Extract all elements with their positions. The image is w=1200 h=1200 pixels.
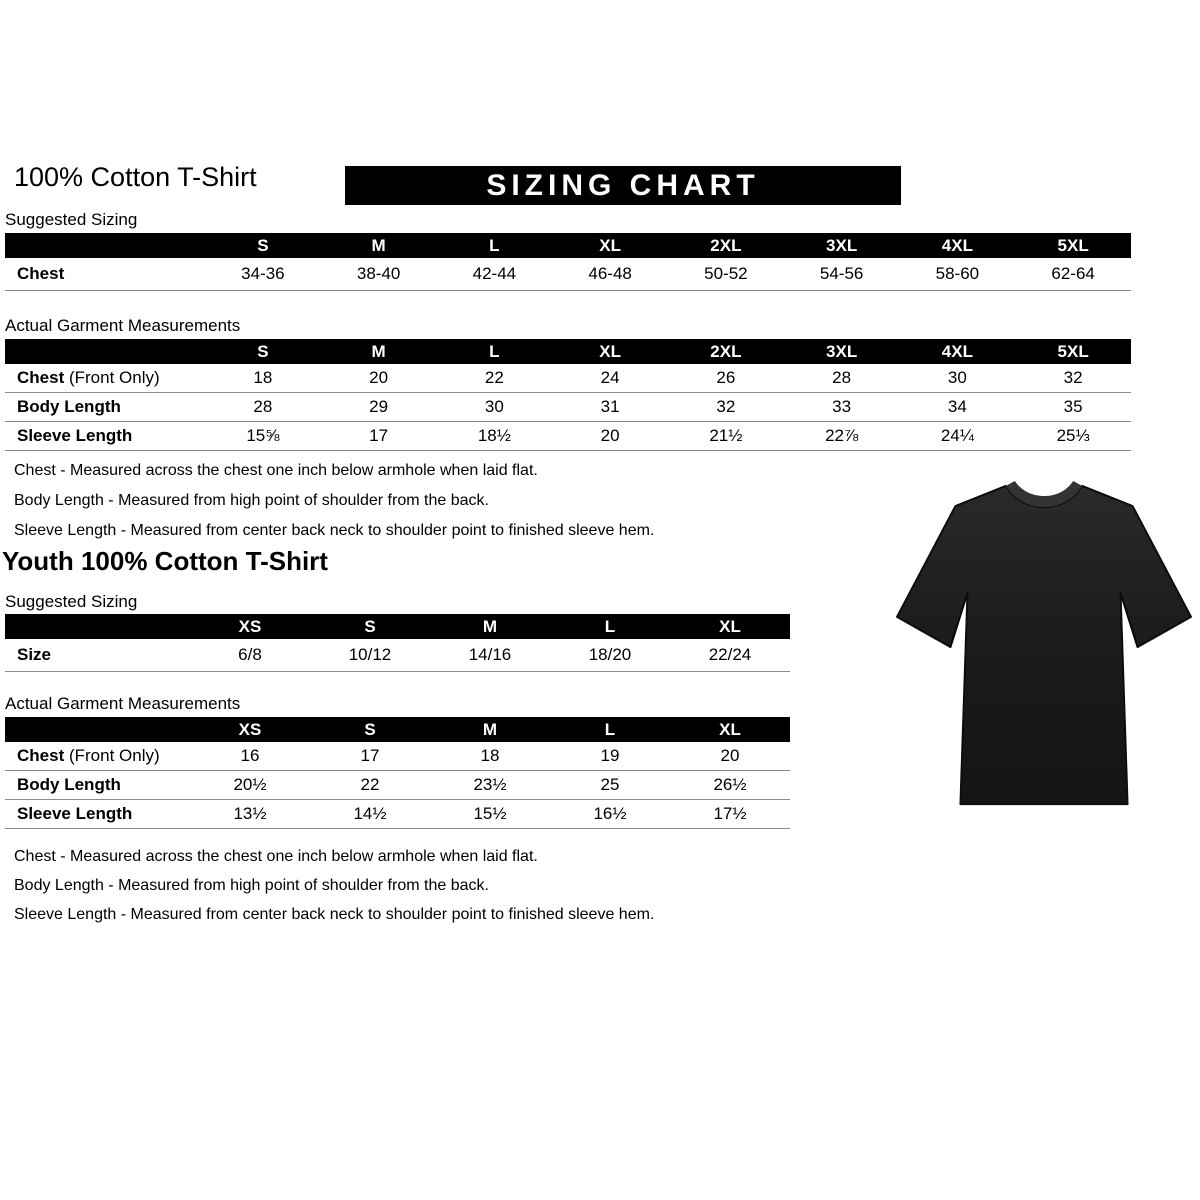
note-chest: Chest - Measured across the chest one inch below armhole when laid flat. [14,462,538,479]
measurement-cell: 26 [716,368,736,387]
measurement-cell: 62-64 [1051,264,1095,283]
measurement-cell: 28 [253,397,273,416]
measurement-cell: 35 [1063,397,1083,416]
measurement-cell: 18 [480,746,500,765]
size-col-header: 4XL [941,341,973,361]
measurement-cell: 31 [600,397,620,416]
size-col-header: S [257,341,269,361]
size-col-header: M [371,235,386,255]
measurement-cell: 32 [1063,368,1083,387]
measurement-cell: 25⅓ [1056,426,1090,445]
size-col-header: 4XL [941,235,973,255]
table-row-chest [5,258,1131,291]
measurement-cell: 15½ [473,804,507,823]
row-label [5,264,205,284]
measurement-cell: 21½ [709,426,743,445]
measurement-cell: 33 [832,397,852,416]
measurement-cell: 22⅞ [825,426,859,445]
measurement-cell: 18/20 [588,645,632,664]
row-label-text: Body Length [17,775,121,794]
size-col-header: M [482,719,498,739]
size-col-header: 3XL [826,341,858,361]
measurement-cell: 58-60 [935,264,980,283]
measurement-cell: 50-52 [704,264,748,283]
table-row-sleeve-length [5,422,1131,451]
row-label-text: Body Length [17,397,121,416]
size-col-header: XS [238,719,262,739]
size-col-header: XL [719,719,741,739]
adult-actual-table [5,339,1131,451]
measurement-cell: 34-36 [241,264,285,283]
row-label [5,804,190,824]
measurement-cell: 32 [716,397,736,416]
measurement-cell: 15⅝ [246,426,280,445]
table-row-body-length [5,393,1131,422]
page-title: 100% Cotton T-Shirt [14,162,257,192]
measurement-cell: 18½ [477,426,511,445]
row-label-text: Sleeve Length [17,804,133,823]
table-row-body-length [5,771,790,800]
size-col-header: L [489,235,500,255]
adult-suggested-header-row [5,233,1131,258]
row-label-text: Chest [17,368,65,387]
measurement-cell: 26½ [713,775,747,794]
measurement-cell: 20½ [233,775,267,794]
adult-suggested-sizing-label: Suggested Sizing [5,210,138,229]
row-label [5,426,205,446]
size-col-header: L [604,719,616,739]
measurement-cell: 28 [832,368,852,387]
size-col-header: 3XL [826,235,858,255]
youth-actual-measurements-label: Actual Garment Measurements [5,694,241,713]
table-row-size [5,639,790,672]
row-label [5,775,190,795]
measurement-cell: 19 [600,746,620,765]
adult-actual-measurements-label: Actual Garment Measurements [5,316,241,335]
measurement-cell: 17½ [713,804,747,823]
measurement-cell: 46-48 [588,264,632,283]
measurement-cell: 54-56 [819,264,864,283]
size-col-header: S [257,235,269,255]
measurement-cell: 13½ [233,804,267,823]
black-tshirt-image [893,466,1195,816]
row-label [5,645,190,665]
measurement-cell: 20 [600,426,620,445]
note-body-length: Body Length - Measured from high point of shoulder from the back. [14,877,489,894]
youth-actual-table [5,717,790,829]
row-label [5,368,205,388]
row-label-text: Chest [17,264,65,283]
measurement-cell: 42-44 [472,264,517,283]
measurement-cell: 25 [600,775,620,794]
measurement-cell: 34 [947,397,967,416]
measurement-cell: 22 [360,775,380,794]
measurement-cell: 30 [947,368,967,387]
adult-measurement-notes [14,456,654,546]
measurement-cell: 22 [484,368,504,387]
note-sleeve-length: Sleeve Length - Measured from center back neck to shoulder point to finished sleeve hem. [14,906,655,923]
tshirt-icon [893,466,1195,816]
size-col-header: 2XL [710,341,742,361]
measurement-cell: 17 [360,746,380,765]
youth-measurement-notes [14,842,654,929]
youth-suggested-header-row [5,614,790,639]
size-col-header: 2XL [710,235,742,255]
youth-section-title: Youth 100% Cotton T-Shirt [2,546,328,576]
measurement-cell: 29 [369,397,389,416]
measurement-cell: 18 [253,368,273,387]
note-body-length: Body Length - Measured from high point of shoulder from the back. [14,492,489,509]
size-col-header: L [489,341,500,361]
size-col-header: M [482,616,498,636]
measurement-cell: 38-40 [356,264,401,283]
size-col-header: XL [599,341,621,361]
size-col-header: XL [719,616,741,636]
table-row-sleeve-length [5,800,790,829]
adult-suggested-table [5,233,1131,291]
row-label-text: Size [17,645,52,664]
measurement-cell: 17 [369,426,389,445]
size-col-header: XL [599,235,621,255]
measurement-cell: 30 [484,397,504,416]
measurement-cell: 20 [720,746,740,765]
youth-suggested-sizing-label: Suggested Sizing [5,592,138,611]
measurement-cell: 20 [369,368,389,387]
measurement-cell: 23½ [473,775,507,794]
table-row-chest-front-only [5,742,790,771]
note-sleeve-length: Sleeve Length - Measured from center back neck to shoulder point to finished sleeve hem. [14,522,655,539]
size-col-header: L [604,616,616,636]
size-col-header: S [364,719,376,739]
row-label-text: Chest [17,746,65,765]
measurement-cell: 16½ [593,804,627,823]
size-col-header: 5XL [1057,235,1089,255]
sizing-chart-banner: SIZING CHART [345,166,901,205]
row-label-suffix: (Front Only) [64,746,160,765]
size-col-header: S [364,616,376,636]
row-label-suffix: (Front Only) [64,368,160,387]
note-chest: Chest - Measured across the chest one inch below armhole when laid flat. [14,848,538,865]
size-col-header: M [371,341,386,361]
size-col-header: XS [238,616,262,636]
measurement-cell: 14½ [353,804,387,823]
measurement-cell: 24¼ [940,426,974,445]
row-label [5,746,190,766]
row-label [5,397,205,417]
measurement-cell: 24 [600,368,620,387]
youth-suggested-table [5,614,790,672]
measurement-cell: 16 [240,746,260,765]
measurement-cell: 22/24 [708,645,752,664]
measurement-cell: 6/8 [238,645,262,664]
row-label-text: Sleeve Length [17,426,133,445]
measurement-cell: 14/16 [468,645,512,664]
youth-actual-header-row [5,717,790,742]
measurement-cell: 10/12 [348,645,392,664]
size-col-header: 5XL [1057,341,1089,361]
table-row-chest-front-only [5,364,1131,393]
adult-actual-header-row [5,339,1131,364]
